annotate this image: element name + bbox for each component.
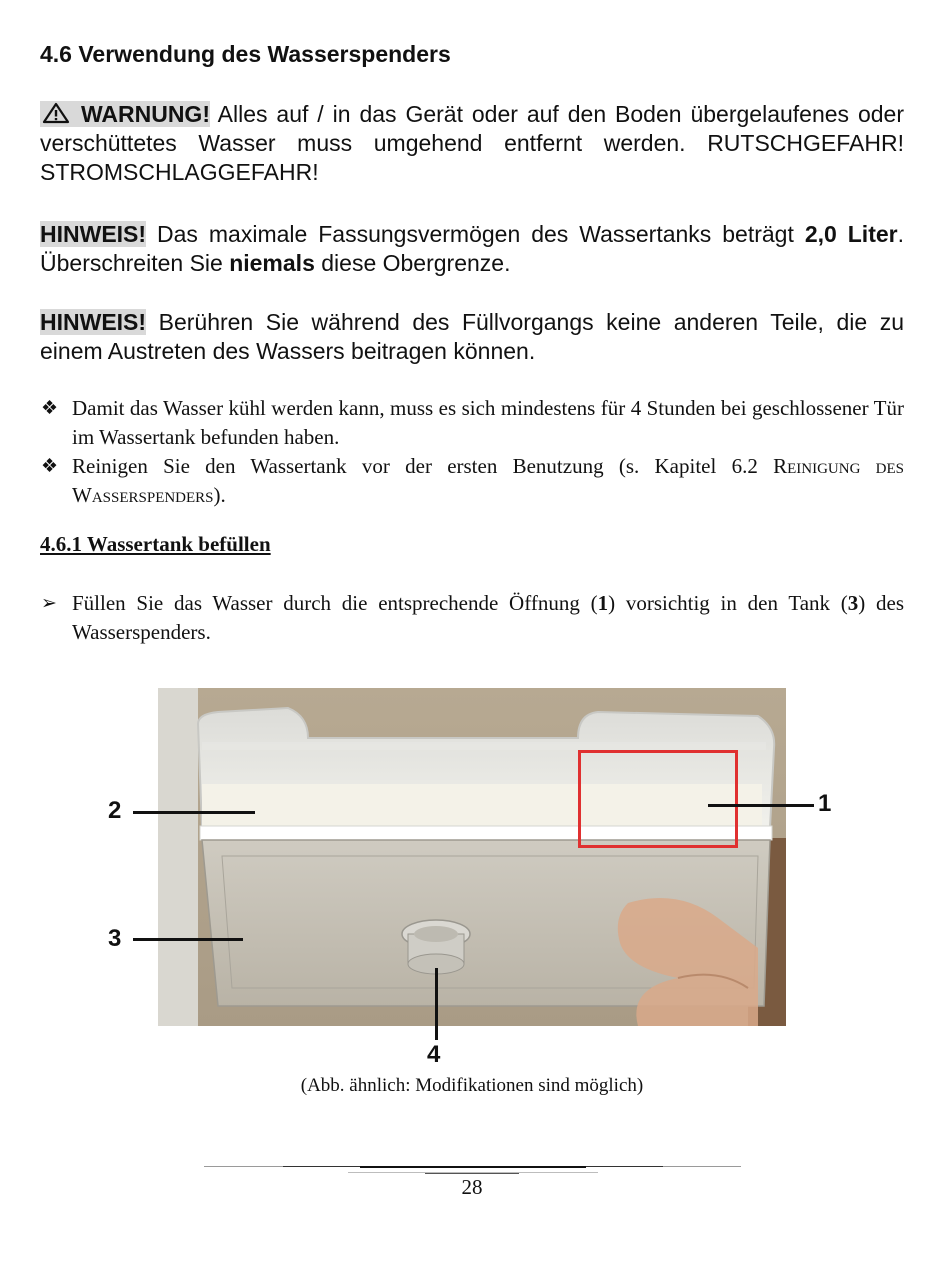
warning-label-text: WARNUNG!: [80, 101, 210, 127]
note-label: HINWEIS!: [40, 221, 147, 247]
step-text: ) vorsichtig in den Tank (: [608, 591, 848, 615]
warning-label: [40, 101, 210, 127]
warning-triangle-icon: [42, 102, 70, 124]
callout-line-3: [133, 938, 243, 941]
callout-label-3: 3: [108, 925, 122, 952]
bullet-marker-icon: ❖: [41, 456, 59, 477]
water-tank-photo: [158, 688, 786, 1026]
section-title: 4.6 Verwendung des Wasserspenders: [40, 41, 451, 67]
note-filling: [40, 308, 904, 366]
note-text: diese Obergrenze.: [314, 250, 511, 276]
step-item-fill: [41, 589, 905, 647]
callout-label-1: 1: [818, 790, 832, 817]
warning-text: Alles auf / in das Gerät oder auf den Boden übergelaufenes oder verschüttetes Wasser muss umgehend entfernt werden. RUTSCHGEFAHR! STROMSCHLAGGEFAHR!: [40, 101, 905, 185]
bullet-item-cleaning: [41, 452, 904, 510]
footer-rule: [425, 1173, 519, 1174]
footer-rule: [360, 1166, 586, 1168]
water-tank-illustration: [158, 688, 786, 1026]
callout-line-4: [435, 968, 438, 1040]
emphasis-never: niemals: [229, 250, 315, 276]
figure-caption: (Abb. ähnlich: Modifikationen sind möglich): [300, 1075, 644, 1096]
ref-number: 1: [597, 591, 609, 615]
warning-paragraph: [40, 100, 904, 187]
subsection-title: 4.6.1 Wassertank befüllen: [40, 532, 271, 556]
opening-highlight-box: [578, 750, 738, 848]
callout-label-2: 2: [108, 797, 122, 824]
note-capacity: [40, 220, 904, 278]
note-text: . Überschreiten Sie: [40, 221, 904, 276]
bullet-item-cooling: [41, 394, 904, 452]
capacity-value: 2,0 Liter: [804, 221, 898, 247]
callout-line-2: [133, 811, 255, 814]
bullet-text: Damit das Wasser kühl werden kann, muss es sich mindestens für 4 Stunden bei geschlossener Tür im Wassertank befunden haben.: [72, 396, 904, 449]
bullet-text: ).: [213, 483, 226, 507]
callout-line-1: [708, 804, 814, 807]
bullet-marker-icon: ❖: [41, 398, 59, 419]
arrow-bullet-icon: ➢: [41, 593, 57, 614]
note-text: Berühren Sie während des Füllvorgangs keine anderen Teile, die zu einem Austreten des Wassers beitragen können.: [40, 309, 904, 364]
bullet-text: Reinigen Sie den Wassertank vor der ersten Benutzung (s. Kapitel 6.2: [72, 454, 774, 478]
note-text: Das maximale Fassungsvermögen des Wassertanks beträgt: [146, 221, 805, 247]
callout-label-4: 4: [427, 1041, 441, 1068]
step-text: Füllen Sie das Wasser durch die entsprechende Öffnung (: [72, 591, 598, 615]
page-number: 28: [461, 1175, 483, 1199]
step-text: ) des Wasserspenders.: [72, 591, 905, 644]
ref-number: 3: [847, 591, 859, 615]
chapter-reference: Reinigung des Wasserspenders: [72, 454, 904, 507]
note-label: HINWEIS!: [40, 309, 147, 335]
